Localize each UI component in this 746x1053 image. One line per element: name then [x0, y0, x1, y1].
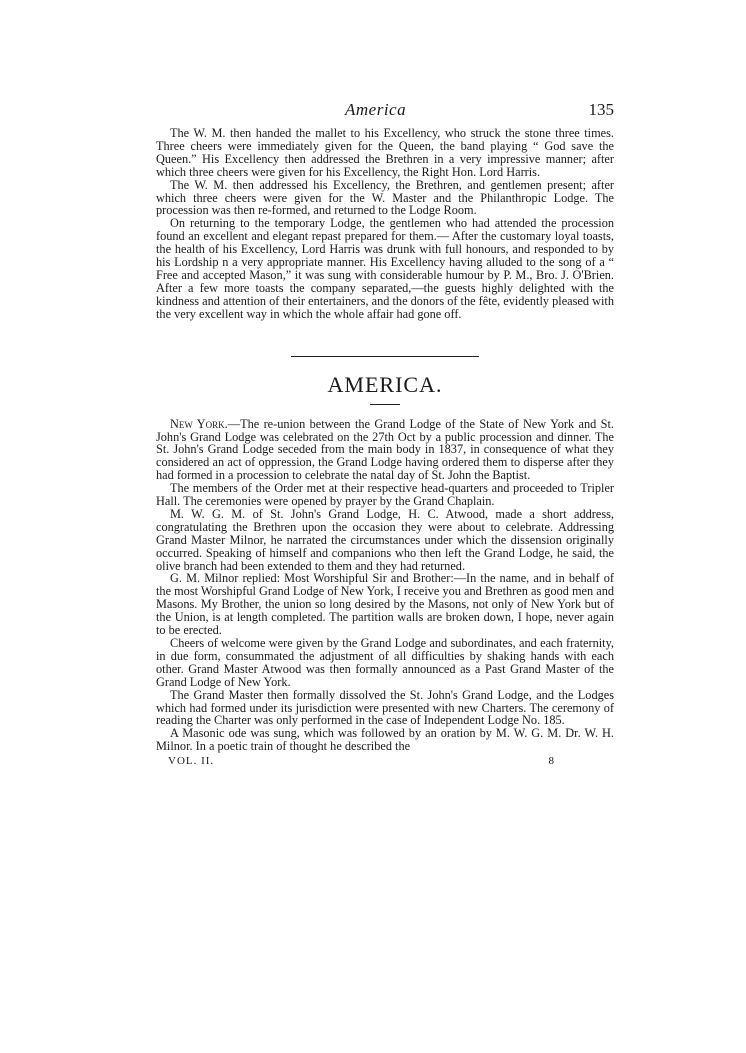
volume-mark: VOL. II.	[168, 755, 215, 768]
paragraph: A Masonic ode was sung, which was followed by an oration by M. W. G. M. Dr. W. H. Milnor. In a poetic train of thought he described the	[156, 726, 614, 754]
page-number: 135	[588, 100, 614, 119]
page-footer	[156, 755, 614, 769]
section-two-text	[156, 418, 614, 754]
paragraph: The members of the Order met at their respective head-quarters and proceeded to Tripler Hall. The ceremonies were opened by prayer by the Grand Chaplain.	[156, 481, 614, 509]
paragraph: The W. M. then addressed his Excellency, the Brethren, and gentlemen present; after which three cheers were given for the W. Master and the Philanthropic Lodge. The procession was then re-formed, and returned to the Lodge Room.	[156, 177, 614, 218]
lead-paragraph	[156, 418, 614, 483]
book-page	[156, 100, 614, 1000]
place-label: New York.	[170, 416, 228, 431]
paragraph: Cheers of welcome were given by the Grand Lodge and subordinates, and each fraternity, in due form, consummated the adjustment of all difficulties by shaking hands with each other. Grand Master Atwood was then formally announced as a Past Grand Master of the Grand Lodge of New York.	[156, 636, 614, 689]
paragraph: G. M. Milnor replied: Most Worshipful Sir and Brother:—In the name, and in behalf of the most Worshipful Grand Lodge of New York, I receive you and Brethren as good men and Masons. My Brother, the union so long desired by the Masons, not only of New York but of the Union, is at length completed. The partition walls are broken down, I hope, never again to be erected.	[156, 571, 614, 638]
paragraph: The Grand Master then formally dissolved the St. John's Grand Lodge, and the Lodges which had formed under its jurisdiction were presented with new Charters. The ceremony of reading the Charter was only performed in the case of Independent Lodge No. 185.	[156, 687, 614, 728]
paragraph: The W. M. then handed the mallet to his Excellency, who struck the stone three times. Three cheers were immediately given for the Queen, the band playing “ God save the Queen.” His Excellency then addressed the Brethren in a very impressive manner; after which three cheers were given for his Excellency, the Right Hon. Lord Harris.	[156, 126, 614, 179]
running-head	[156, 100, 614, 126]
paragraph: On returning to the temporary Lodge, the gentlemen who had attended the procession found an excellent and elegant repast prepared for them.— After the customary loyal toasts, the health of his Excellency, Lord Harris was drunk with full honours, and responded to by his Lordship n a very appropriate manner. His Excellency having alluded to the song of a “ Free and accepted Mason,” it was sung with considerable humour by P. M., Bro. J. O'Brien. After a few more toasts the company separated,—the guests highly delighted with the kindness and attention of their entertainers, and the donors of the fête, evidently pleased with the very excellent way in which the whole affair had gone off.	[156, 216, 614, 321]
section-heading: AMERICA.	[327, 371, 443, 397]
heading-rule	[370, 404, 400, 405]
paragraph: M. W. G. M. of St. John's Grand Lodge, H. C. Atwood, made a short address, congratulating the Brethren upon the occasion they were about to celebrate. Addressing Grand Master Milnor, he narrated the circumstances under which the dissension originally occurred. Speaking of himself and companions who then left the Grand Lodge, he said, the olive branch had been extended to them and they had returned.	[156, 506, 614, 573]
signature-mark: 8	[548, 755, 554, 768]
running-title: America	[345, 100, 407, 119]
lead-text: —The re-union between the Grand Lodge of the State of New York and St. John's Grand Lodge was celebrated on the 27th Oct by a public procession and dinner. The St. John's Grand Lodge seceded from the main body in 1837, in consequence of what they considered an act of oppression, the Grand Lodge having ordered them to disperse after they had formed in a procession to celebrate the natal day of St. John the Baptist.	[156, 416, 614, 483]
section-one-text	[156, 127, 614, 321]
section-divider	[291, 356, 479, 357]
